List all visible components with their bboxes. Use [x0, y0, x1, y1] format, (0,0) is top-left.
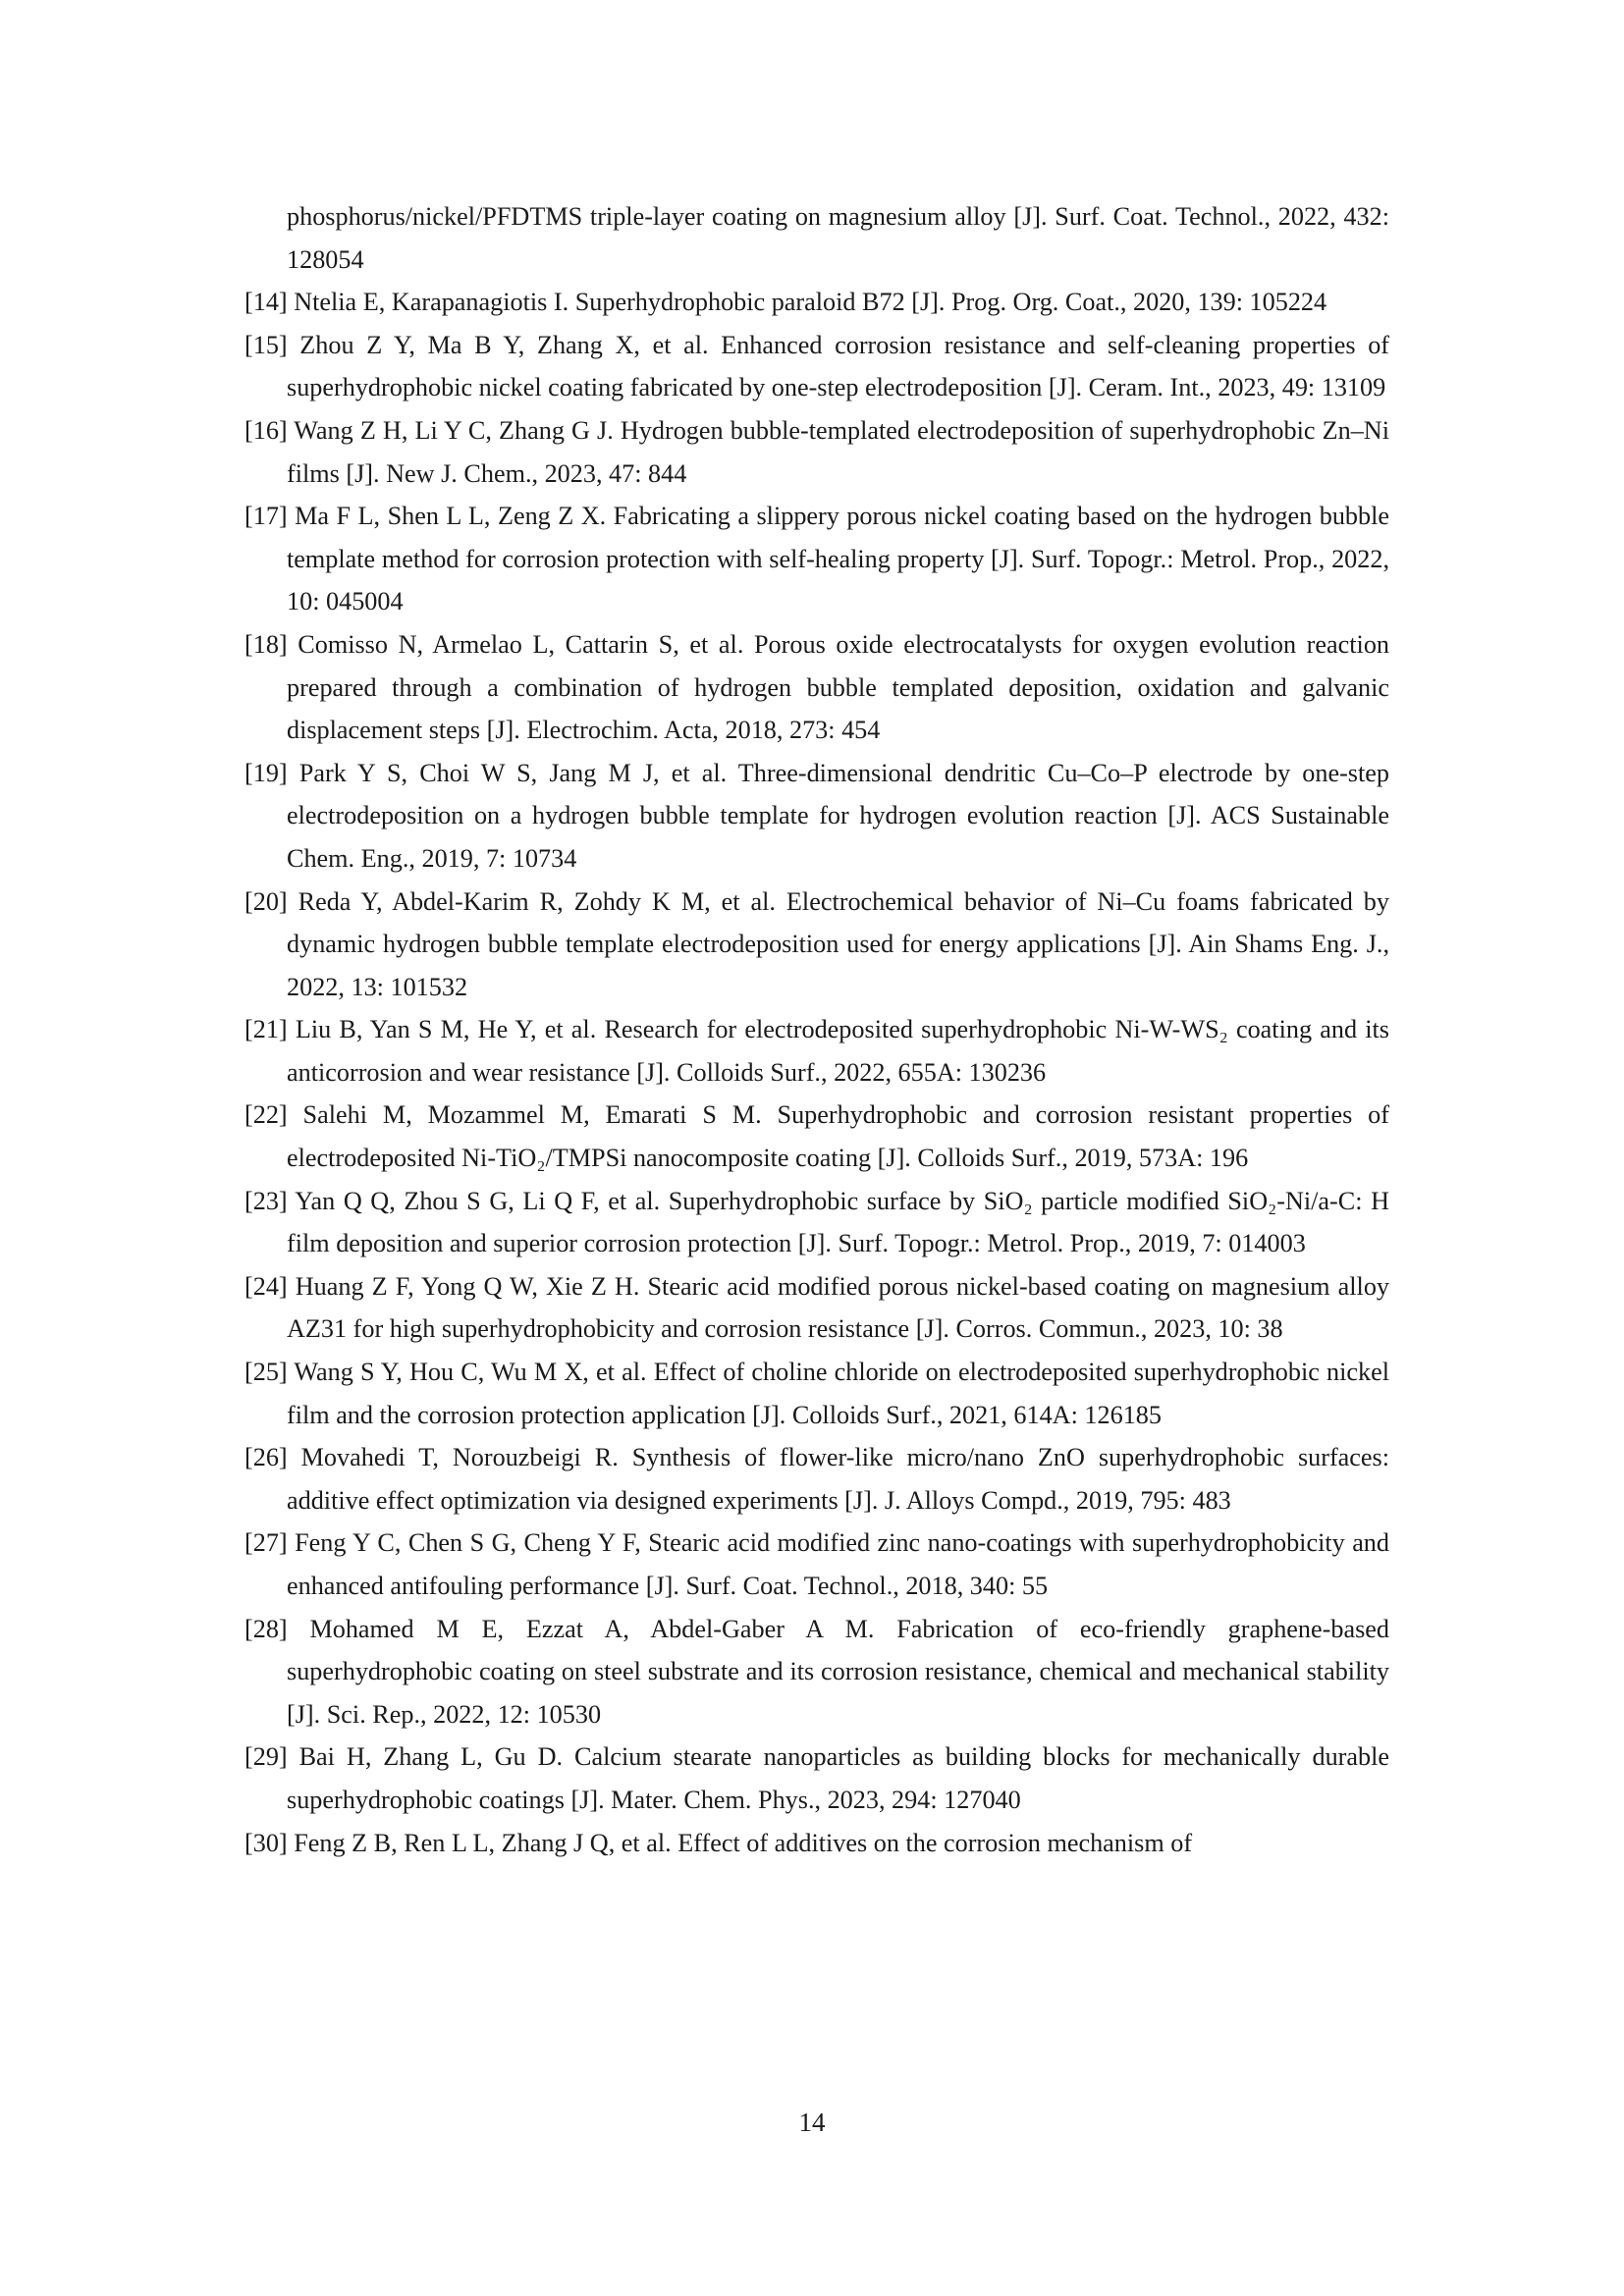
reference-item: [244, 1735, 1389, 1821]
reference-item: [244, 881, 1389, 1009]
reference-text: Salehi M, Mozammel M, Emarati S M. Superhydrophobic and corrosion resistant properties of electrodeposited Ni-TiO₂/TMPSi nanocomposite coating [J]. Colloids Surf., 2019, 573A: 196: [287, 1100, 1389, 1173]
reference-item: [244, 1608, 1389, 1736]
reference-number: [23]: [244, 1186, 288, 1215]
reference-item: [244, 409, 1389, 495]
page-number: 14: [798, 2108, 826, 2137]
reference-number: [17]: [244, 502, 288, 531]
reference-text: Yan Q Q, Zhou S G, Li Q F, et al. Superhydrophobic surface by SiO₂ particle modified SiO₂-Ni/a-C: H film deposition and superior corrosion protection [J]. Surf. Topogr.: Metrol. Prop., 2019, 7: 014003: [287, 1186, 1389, 1258]
reference-number: [30]: [244, 1828, 288, 1857]
reference-item: [244, 1436, 1389, 1522]
reference-text: Movahedi T, Norouzbeigi R. Synthesis of flower-like micro/nano ZnO superhydrophobic surfaces: additive effect optimization via designed experiments [J]. J. Alloys Compd., 2019, 795: 483: [287, 1443, 1390, 1515]
reference-number: [25]: [244, 1358, 288, 1387]
reference-text: Feng Z B, Ren L L, Zhang J Q, et al. Effect of additives on the corrosion mechanism of: [294, 1828, 1193, 1857]
reference-number: [27]: [244, 1528, 288, 1558]
reference-list: [244, 195, 1389, 1864]
reference-item: [244, 1094, 1389, 1179]
reference-text: Ntelia E, Karapanagiotis I. Superhydrophobic paraloid B72 [J]. Prog. Org. Coat., 2020, 139: 105224: [294, 288, 1327, 317]
reference-item: [244, 324, 1389, 409]
reference-text: Liu B, Yan S M, He Y, et al. Research for electrodeposited superhydrophobic Ni-W-WS₂ coating and its anticorrosion and wear resistance [J]. Colloids Surf., 2022, 655A: 130236: [287, 1015, 1389, 1087]
reference-text: Feng Y C, Chen S G, Cheng Y F, Stearic acid modified zinc nano-coatings with superhydrophobicity and enhanced antifouling performance [J]. Surf. Coat. Technol., 2018, 340: 55: [287, 1528, 1389, 1600]
reference-item: [244, 1180, 1389, 1265]
reference-item: [244, 281, 1389, 324]
reference-number: [28]: [244, 1614, 288, 1643]
reference-number: [21]: [244, 1015, 288, 1044]
reference-item: [244, 1522, 1389, 1607]
reference-number: [20]: [244, 886, 288, 916]
reference-text: Comisso N, Armelao L, Cattarin S, et al. Porous oxide electrocatalysts for oxygen evolution reaction prepared through a combination of hydrogen bubble templated deposition, oxidation and galvanic displacement steps [J]. Electrochim. Acta, 2018, 273: 454: [287, 629, 1390, 745]
reference-number: [18]: [244, 629, 288, 659]
reference-text: Park Y S, Choi W S, Jang M J, et al. Three-dimensional dendritic Cu–Co–P electrode by one-step electrodeposition on a hydrogen bubble template for hydrogen evolution reaction [J]. ACS Sustainable Chem. Eng., 2019, 7: 10734: [287, 758, 1389, 873]
reference-number: [29]: [244, 1742, 288, 1772]
reference-text: Bai H, Zhang L, Gu D. Calcium stearate nanoparticles as building blocks for mechanically durable superhydrophobic coatings [J]. Mater. Chem. Phys., 2023, 294: 127040: [287, 1742, 1389, 1814]
reference-number: [14]: [244, 288, 288, 317]
reference-item: [244, 195, 1389, 281]
reference-text: Ma F L, Shen L L, Zeng Z X. Fabricating a slippery porous nickel coating based on the hydrogen bubble template method for corrosion protection with self-healing property [J]. Surf. Topogr.: Metrol. Prop., 2022, 10: 045004: [287, 502, 1390, 616]
reference-text: Mohamed M E, Ezzat A, Abdel-Gaber A M. Fabrication of eco-friendly graphene-based superhydrophobic coating on steel substrate and its corrosion resistance, chemical and mechanical stability [J]. Sci. Rep., 2022, 12: 10530: [287, 1614, 1389, 1729]
reference-item: [244, 1008, 1389, 1094]
reference-item: [244, 623, 1389, 752]
reference-item: [244, 1822, 1389, 1865]
reference-text: Huang Z F, Yong Q W, Xie Z H. Stearic acid modified porous nickel-based coating on magnesium alloy AZ31 for high superhydrophobicity and corrosion resistance [J]. Corros. Commun., 2023, 10: 38: [287, 1271, 1390, 1344]
reference-number: [16]: [244, 415, 288, 445]
reference-number: [15]: [244, 330, 288, 359]
reference-item: [244, 752, 1389, 881]
reference-item: [244, 495, 1389, 623]
reference-number: [19]: [244, 758, 288, 787]
reference-text: Wang S Y, Hou C, Wu M X, et al. Effect of choline chloride on electrodeposited superhydrophobic nickel film and the corrosion protection application [J]. Colloids Surf., 2021, 614A: 126185: [287, 1358, 1390, 1429]
reference-text: phosphorus/nickel/PFDTMS triple-layer coating on magnesium alloy [J]. Surf. Coat. Technol., 2022, 432: 128054: [287, 202, 1389, 274]
reference-number: [22]: [244, 1100, 288, 1130]
reference-text: Zhou Z Y, Ma B Y, Zhang X, et al. Enhanced corrosion resistance and self-cleaning properties of superhydrophobic nickel coating fabricated by one-step electrodeposition [J]. Ceram. Int., 2023, 49: 13109: [287, 330, 1390, 402]
reference-number: [26]: [244, 1443, 288, 1472]
reference-text: Wang Z H, Li Y C, Zhang G J. Hydrogen bubble-templated electrodeposition of superhydrophobic Zn–Ni films [J]. New J. Chem., 2023, 47: 844: [287, 415, 1389, 488]
reference-text: Reda Y, Abdel-Karim R, Zohdy K M, et al. Electrochemical behavior of Ni–Cu foams fabricated by dynamic hydrogen bubble template electrodeposition used for energy applications [J]. Ain Shams Eng. J., 2022, 13: 101532: [287, 886, 1389, 1001]
reference-item: [244, 1351, 1389, 1436]
reference-item: [244, 1265, 1389, 1351]
reference-number: [24]: [244, 1271, 288, 1301]
